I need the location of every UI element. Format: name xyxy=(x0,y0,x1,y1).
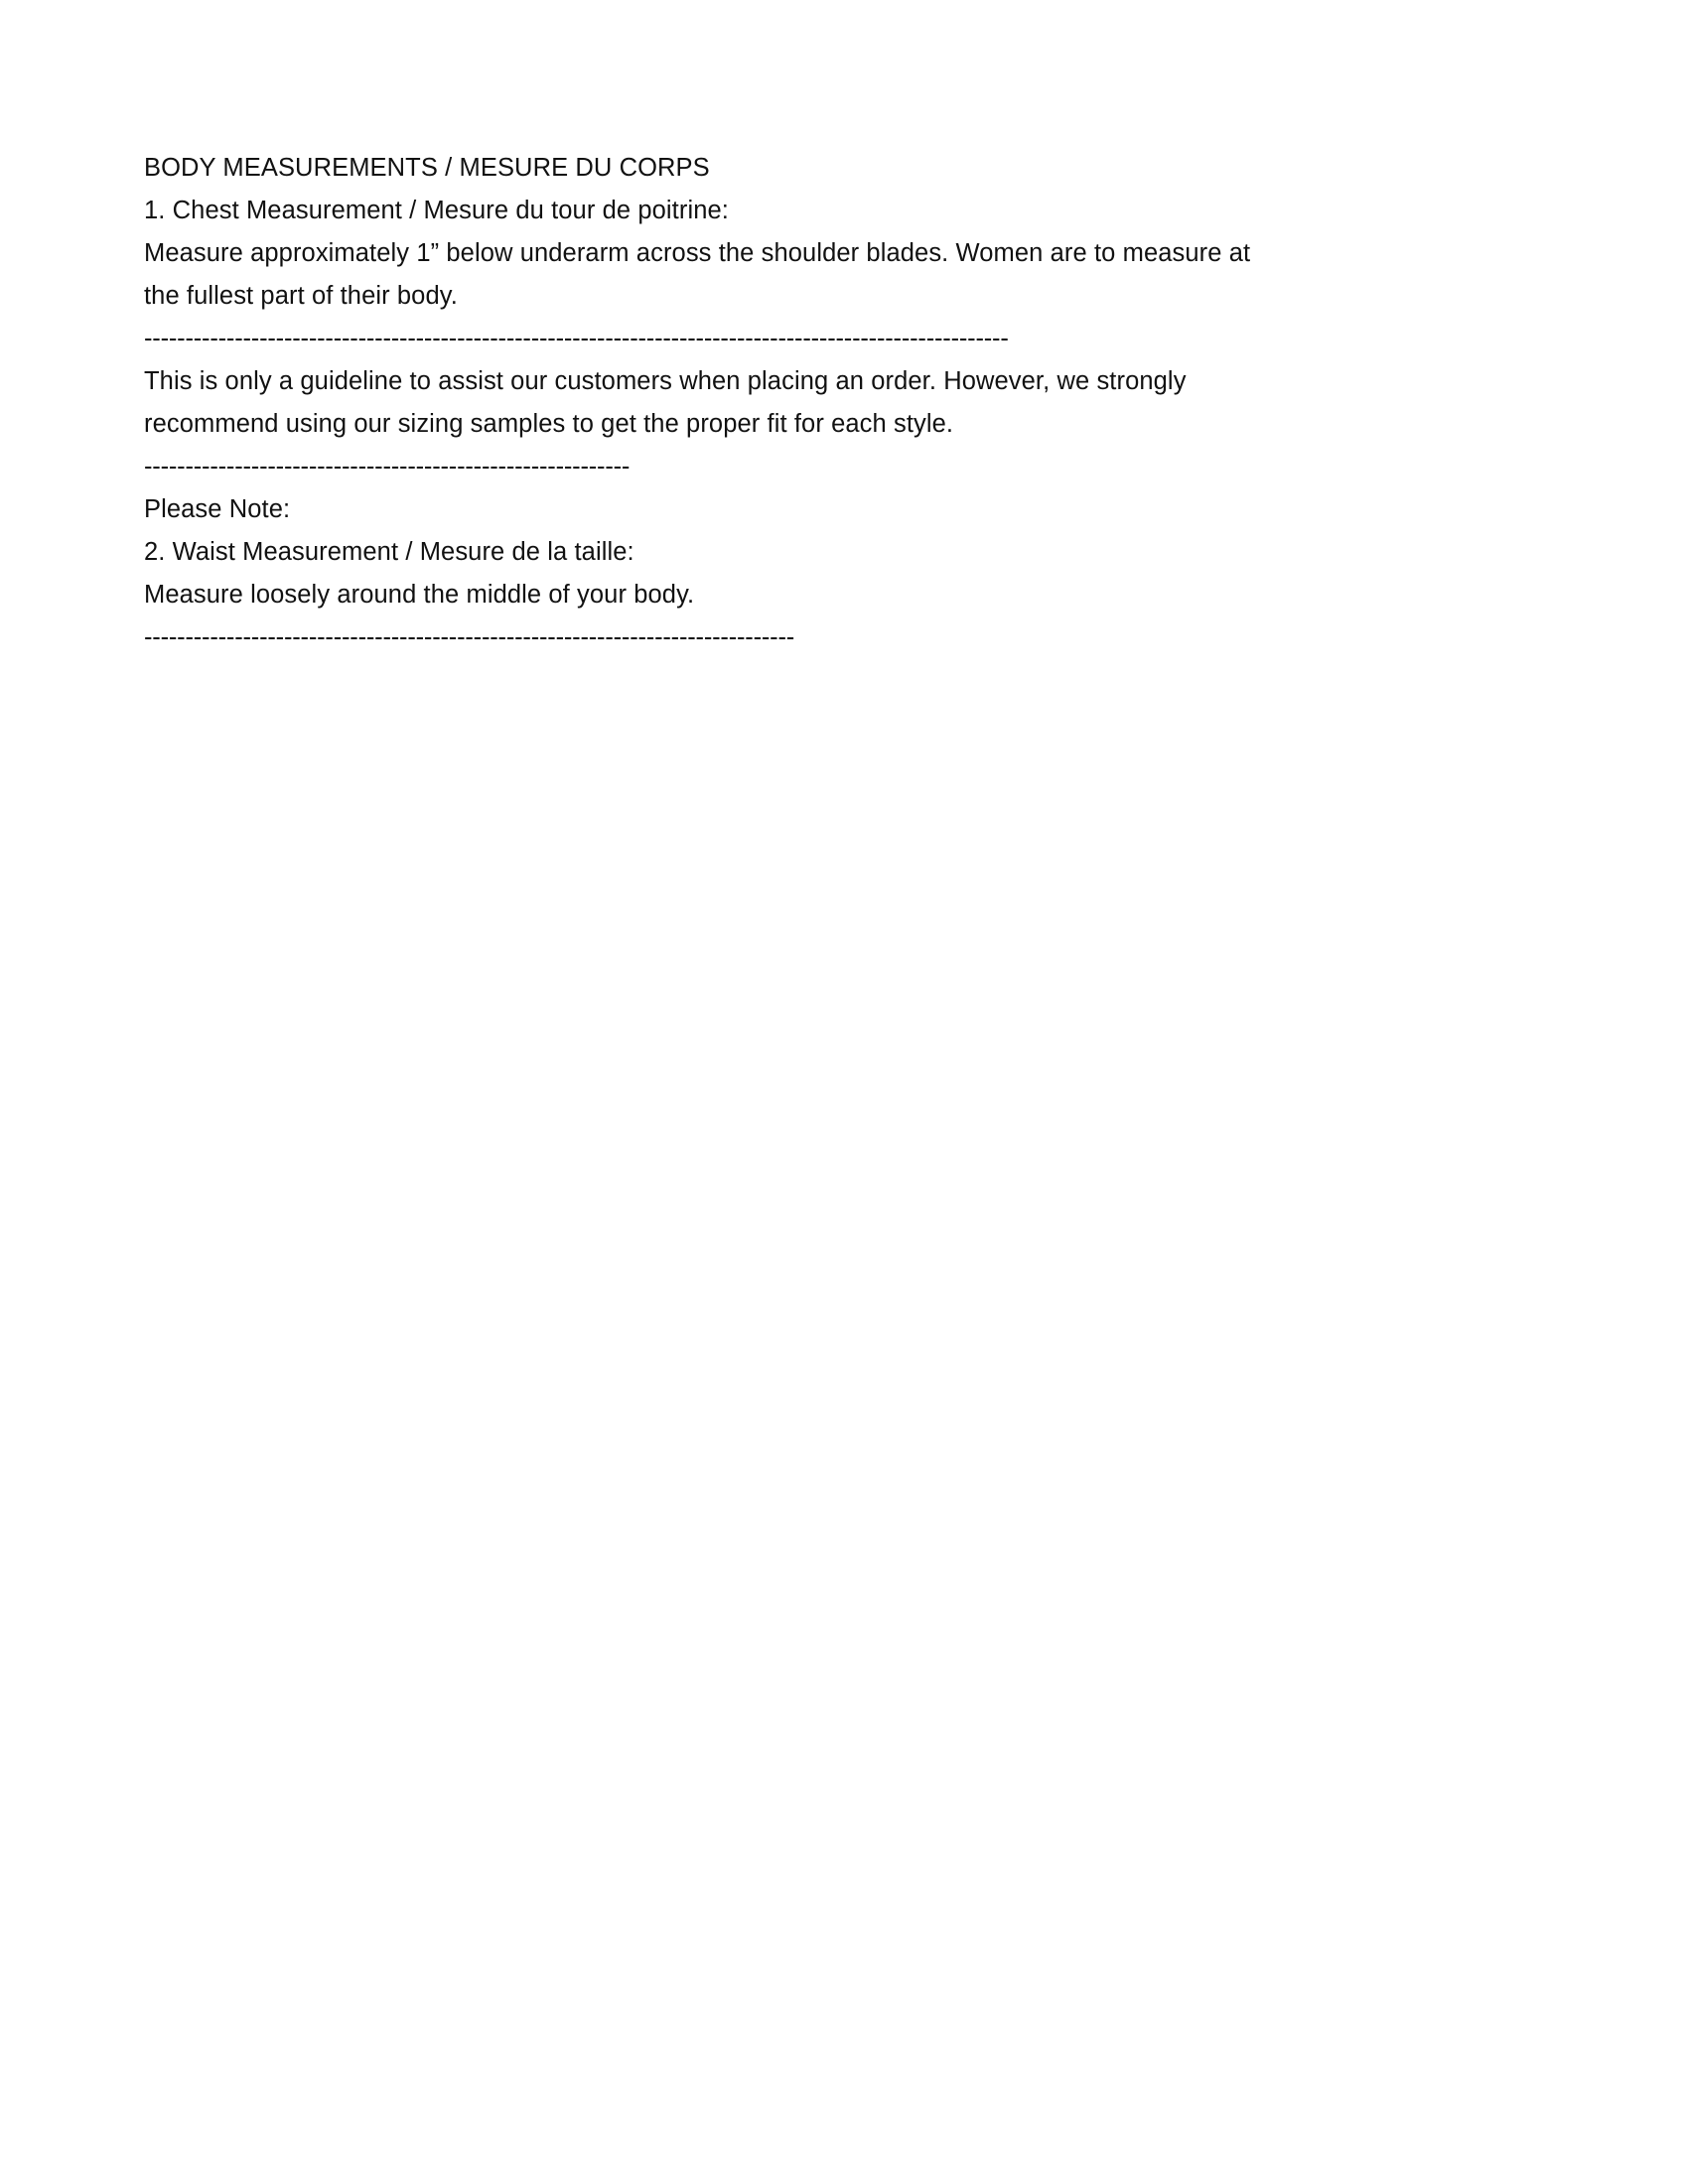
please-note-label: Please Note: xyxy=(144,495,291,523)
guideline-note: This is only a guideline to assist our customers when placing an order. However, we strongly recommend using our sizing samples to get the proper fit for each style. xyxy=(144,367,1187,438)
chest-measurement-body: Measure approximately 1” below underarm across the shoulder blades. Women are to measure at the fullest part of their body. xyxy=(144,239,1251,310)
document-content xyxy=(144,147,1455,659)
divider-two: ----------------------------------------------------------- xyxy=(144,453,631,480)
chest-measurement-title: 1. Chest Measurement / Mesure du tour de poitrine: xyxy=(144,197,729,224)
waist-measurement-title: 2. Waist Measurement / Mesure de la taille: xyxy=(144,538,634,566)
divider-one: --------------------------------------------------------------------------------------------------------- xyxy=(144,325,1009,352)
page-title: BODY MEASUREMENTS / MESURE DU CORPS xyxy=(144,154,710,182)
divider-three: ------------------------------------------------------------------------------- xyxy=(144,623,795,651)
waist-measurement-body: Measure loosely around the middle of your body. xyxy=(144,581,695,609)
